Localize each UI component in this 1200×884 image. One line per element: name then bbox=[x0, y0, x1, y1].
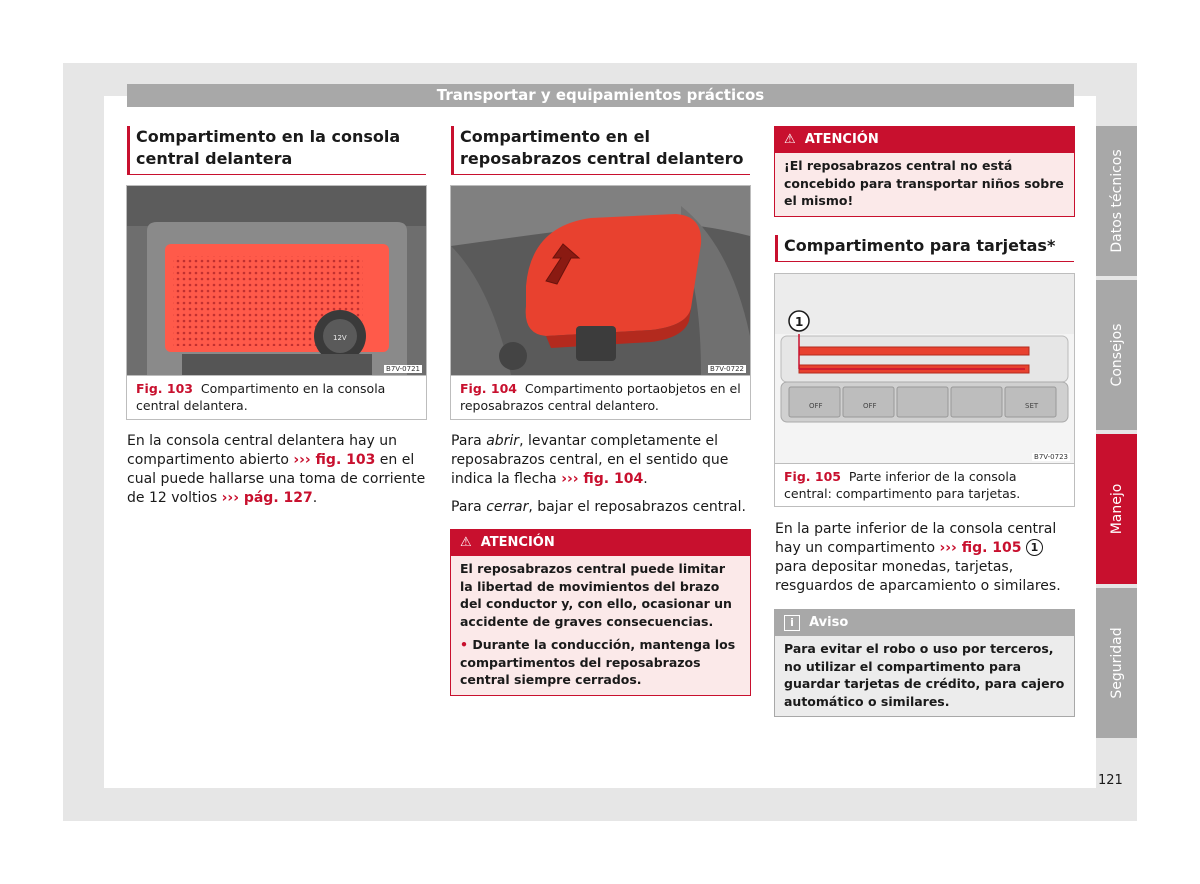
figure-caption-text: Compartimento en la consola central delantera. bbox=[136, 381, 386, 413]
button-label: OFF bbox=[863, 402, 877, 410]
text: En la consola central delantera hay un compartimento abierto bbox=[127, 433, 398, 468]
tab-seguridad[interactable] bbox=[1096, 588, 1137, 738]
text-emphasis: cerrar bbox=[486, 499, 529, 515]
tab-consejos[interactable] bbox=[1096, 280, 1137, 430]
paragraph-open bbox=[451, 432, 747, 489]
text: , levantar completamente el reposabrazos central, en el sentido que indica la flecha bbox=[451, 433, 729, 487]
column-2-body bbox=[451, 432, 747, 517]
page-reference-link[interactable]: ››› pág. 127 bbox=[221, 490, 313, 506]
console-illustration bbox=[127, 186, 426, 375]
bullet-icon: • bbox=[460, 637, 468, 652]
figure-code: B7V-0721 bbox=[386, 365, 420, 373]
warning-text: ¡El reposabrazos central no está concebido para transportar niños sobre el mismo! bbox=[784, 158, 1064, 208]
note-header bbox=[775, 610, 1074, 636]
figure-code: B7V-0723 bbox=[1034, 453, 1068, 461]
figure-code: B7V-0722 bbox=[710, 365, 744, 373]
figure-103 bbox=[126, 185, 427, 420]
figure-caption bbox=[775, 464, 1074, 506]
text: , bajar el reposabrazos central. bbox=[528, 499, 746, 515]
figure-label: Fig. 104 bbox=[460, 381, 517, 396]
figure-caption bbox=[451, 376, 750, 418]
figure-caption-text: Parte inferior de la consola central: compartimento para tarjetas. bbox=[784, 469, 1021, 501]
card-slot-illustration bbox=[775, 274, 1074, 463]
text: . bbox=[643, 471, 648, 487]
armrest-image bbox=[451, 186, 750, 376]
warning-header bbox=[451, 530, 750, 556]
warning-text: El reposabrazos central puede limitar la libertad de movimientos del brazo del conductor y, con ello, ocasionar un accidente de graves consecuencias. bbox=[460, 561, 732, 629]
section-heading: Compartimento en la consola central delantera bbox=[127, 126, 426, 175]
note-text: Para evitar el robo o uso por terceros, no utilizar el compartimento para guardar tarjetas de crédito, para cajero automático o similares. bbox=[784, 641, 1065, 709]
figure-reference-link[interactable]: ››› fig. 105 bbox=[939, 540, 1022, 556]
tab-label: Datos técnicos bbox=[1108, 149, 1125, 253]
warning-icon: ⚠ bbox=[460, 535, 472, 550]
figure-caption-text: Compartimento portaobjetos en el reposabrazos central delantero. bbox=[460, 381, 741, 413]
armrest-illustration bbox=[451, 186, 750, 375]
tab-label: Consejos bbox=[1108, 323, 1125, 387]
column-2 bbox=[451, 126, 750, 175]
warning-title: ATENCIÓN bbox=[804, 132, 879, 147]
socket-label: 12V bbox=[333, 334, 347, 342]
text: para depositar monedas, tarjetas, resguardos de aparcamiento o similares. bbox=[775, 559, 1061, 594]
warning-body bbox=[775, 153, 1074, 216]
warning-title: ATENCIÓN bbox=[480, 535, 555, 550]
figure-label: Fig. 105 bbox=[784, 469, 841, 484]
callout-number: 1 bbox=[1026, 539, 1043, 556]
text: Para bbox=[451, 433, 487, 449]
section-header: Transportar y equipamientos prácticos bbox=[127, 84, 1074, 107]
paragraph bbox=[127, 432, 426, 508]
section-heading: Compartimento para tarjetas* bbox=[775, 235, 1074, 262]
figure-reference-link[interactable]: ››› fig. 104 bbox=[561, 471, 644, 487]
note-title: Aviso bbox=[809, 615, 849, 630]
button-label: SET bbox=[1025, 402, 1039, 410]
figure-reference-link[interactable]: ››› fig. 103 bbox=[293, 452, 376, 468]
section-heading: Compartimento en el reposabrazos central delantero bbox=[451, 126, 750, 175]
figure-label: Fig. 103 bbox=[136, 381, 193, 396]
text: Para bbox=[451, 499, 487, 515]
warning-body bbox=[451, 556, 750, 695]
paragraph-close bbox=[451, 498, 747, 517]
console-image bbox=[127, 186, 426, 376]
tab-label: Manejo bbox=[1108, 483, 1125, 535]
warning-box bbox=[450, 529, 751, 696]
tab-datos-tecnicos[interactable] bbox=[1096, 126, 1137, 276]
text: en el cual puede hallarse una toma de corriente de 12 voltios bbox=[127, 452, 426, 506]
tab-label: Seguridad bbox=[1108, 627, 1125, 699]
info-icon: i bbox=[784, 615, 800, 631]
warning-header bbox=[775, 127, 1074, 153]
figure-105 bbox=[774, 273, 1075, 507]
note-box bbox=[774, 609, 1075, 717]
tab-manejo[interactable] bbox=[1096, 434, 1137, 584]
warning-box bbox=[774, 126, 1075, 217]
warning-bullet-text: Durante la conducción, mantenga los compartimentos del reposabrazos central siempre cerrados. bbox=[460, 637, 736, 687]
warning-bullet bbox=[460, 636, 741, 689]
callout-number: 1 bbox=[795, 315, 804, 329]
paragraph bbox=[775, 520, 1073, 596]
text: En la parte inferior de la consola central hay un compartimento bbox=[775, 521, 1057, 556]
figure-caption bbox=[127, 376, 426, 418]
figure-104 bbox=[450, 185, 751, 420]
card-slot-image bbox=[775, 274, 1074, 464]
page-number: 121 bbox=[1098, 773, 1123, 788]
column-3 bbox=[775, 235, 1074, 262]
text: . bbox=[312, 490, 318, 506]
warning-icon: ⚠ bbox=[784, 132, 796, 147]
button-label: OFF bbox=[809, 402, 823, 410]
column-1 bbox=[127, 126, 426, 175]
column-3-body bbox=[775, 520, 1073, 596]
text-emphasis: abrir bbox=[486, 433, 520, 449]
column-1-body bbox=[127, 432, 426, 508]
